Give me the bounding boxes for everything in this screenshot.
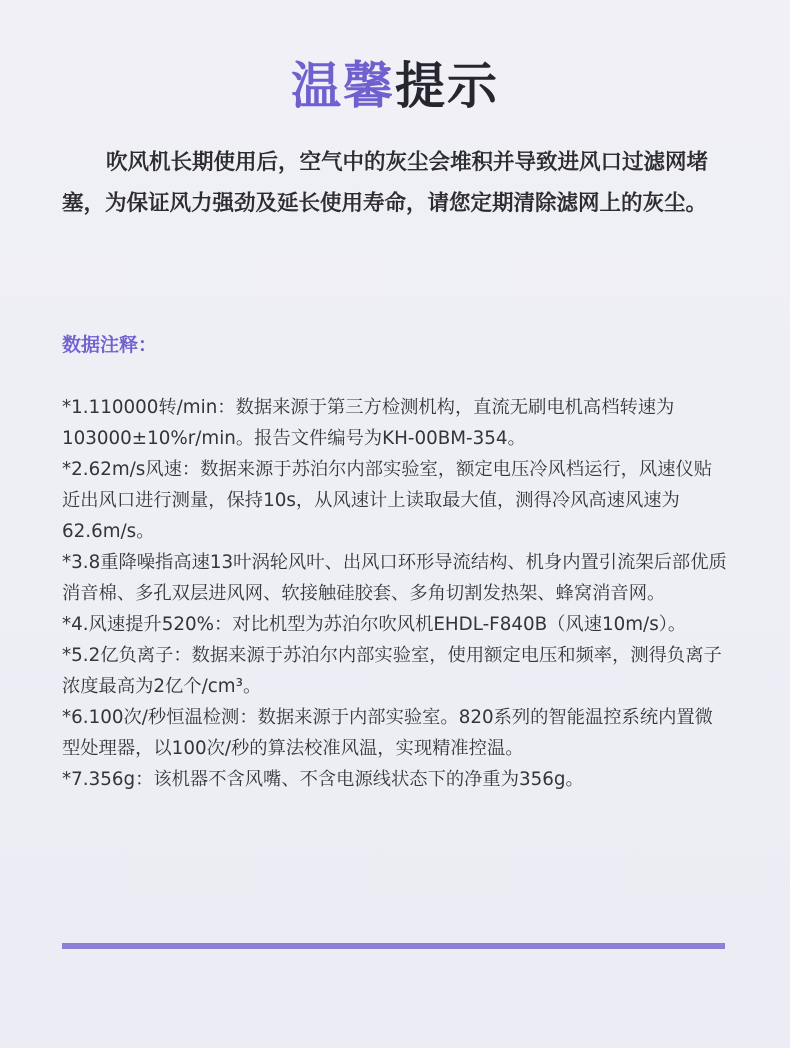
note-item-4: *4.风速提升520%：对比机型为苏泊尔吹风机EHDL-F840B（风速10m/s）。 xyxy=(62,614,687,635)
note-item-7: *7.356g：该机器不含风嘴、不含电源线状态下的净重为356g。 xyxy=(62,769,584,790)
note-item-3: *3.8重降噪指高速13叶涡轮风叶、出风口环形导流结构、机身内置引流架后部优质消音棉、多孔双层进风网、软接触硅胶套、多角切割发热架、蜂窝消音网。 xyxy=(62,552,727,604)
note-item-1: *1.110000转/min：数据来源于第三方检测机构，直流无刷电机高档转速为103000±10%r/min。报告文件编号为KH-00BM-354。 xyxy=(62,397,675,449)
notes-list xyxy=(62,392,730,795)
tip-paragraph: 吹风机长期使用后，空气中的灰尘会堆积并导致进风口过滤网堵塞，为保证风力强劲及延长使用寿命，请您定期清除滤网上的灰尘。 xyxy=(62,150,709,216)
note-item-2: *2.62m/s风速：数据来源于苏泊尔内部实验室，额定电压冷风档运行，风速仪贴近出风口进行测量，保持10s，从风速计上读取最大值，测得冷风高速风速为62.6m/s。 xyxy=(62,459,713,542)
title-accent: 温馨 xyxy=(291,57,395,115)
page-title xyxy=(0,52,790,120)
notes-heading: 数据注释： xyxy=(62,334,158,356)
bottom-divider xyxy=(62,943,725,949)
title-rest: 提示 xyxy=(395,57,499,115)
note-item-5: *5.2亿负离子：数据来源于苏泊尔内部实验室，使用额定电压和频率，测得负离子浓度最高为2亿个/cm³。 xyxy=(62,645,722,697)
note-item-6: *6.100次/秒恒温检测：数据来源于内部实验室。820系列的智能温控系统内置微型处理器，以100次/秒的算法校准风温，实现精准控温。 xyxy=(62,707,713,759)
